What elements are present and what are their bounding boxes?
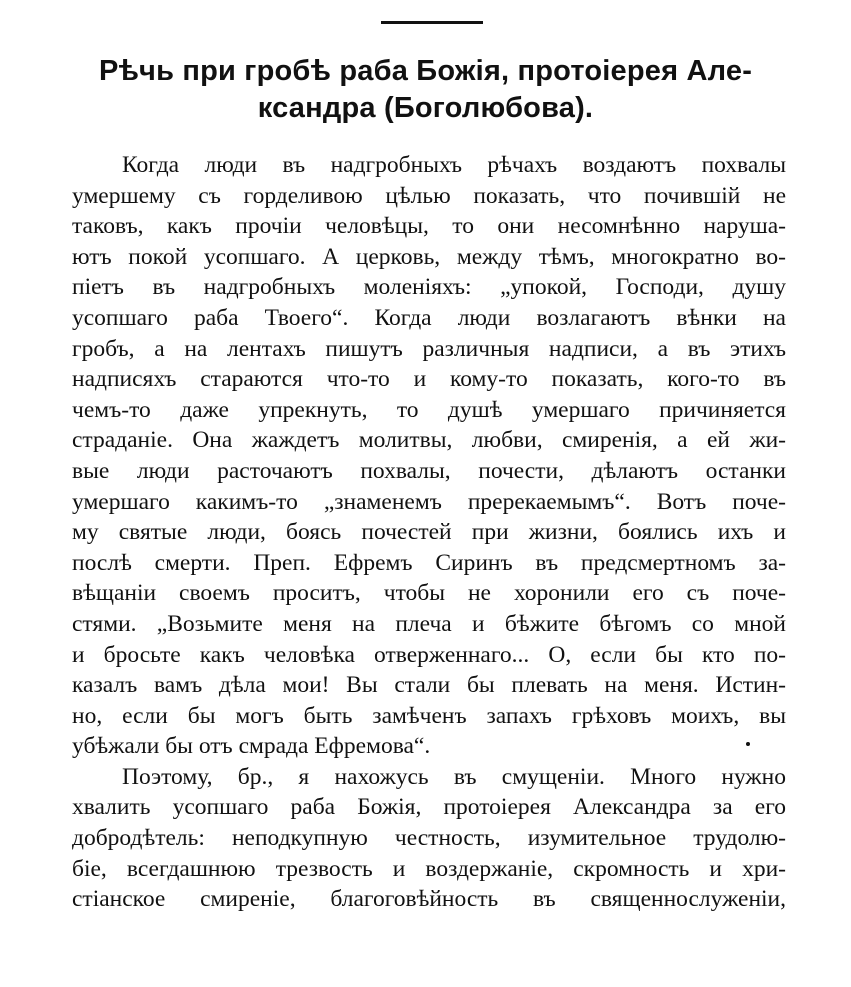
text-line: ютъ покой усопшаго. А церковь, между тѣмъ, многократно во- <box>72 243 786 270</box>
text-line: таковъ, какъ прочіи человѣцы, то они несомнѣнно наруша- <box>72 213 786 240</box>
speech-title-line-2: ксандра (Боголюбова). <box>257 92 594 124</box>
text-line: Когда люди въ надгробныхъ рѣчахъ воздаютъ похвалы <box>122 152 786 178</box>
text-line: умершаго какимъ-то „знаменемъ пререкаемымъ“. Вотъ поче- <box>72 488 786 515</box>
text-line: умершему съ горделивою цѣлью показать, что почившій не <box>72 182 786 209</box>
text-line: біе, всегдашнюю трезвость и воздержаніе, скромность и хри- <box>72 855 786 882</box>
text-line: убѣжали бы отъ смрада Ефремова“. <box>72 733 431 760</box>
text-line: надписяхъ стараются что-то и кому-то показать, кого-то въ <box>72 366 786 393</box>
text-line: Поэтому, бр., я нахожусь въ смущеніи. Много нужно <box>122 763 786 790</box>
text-line: вые люди расточаютъ похвалы, почести, дѣлаютъ останки <box>72 457 786 484</box>
text-line: хвалить усопшаго раба Божія, протоіерея Александра за его <box>72 794 786 821</box>
text-line: казалъ вамъ дѣла мои! Вы стали бы плевать на меня. Истин- <box>72 672 786 699</box>
print-speck <box>746 742 750 746</box>
text-line: добродѣтель: неподкупную честность, изумительное трудолю- <box>72 825 786 852</box>
text-line: и бросьте какъ человѣка отверженнаго... О, если бы кто по- <box>72 641 786 668</box>
text-line: стями. „Возьмите меня на плеча и бѣжите бѣгомъ со мной <box>72 610 786 637</box>
text-line: му святые люди, боясь почестей при жизни, боялись ихъ и <box>72 519 786 546</box>
speech-title-line-1: Рѣчь при гробѣ раба Божія, протоіерея Але- <box>98 55 753 87</box>
speech-body <box>72 150 786 915</box>
paragraph-1 <box>72 150 786 762</box>
text-line: послѣ смерти. Преп. Ефремъ Сиринъ въ предсмертномъ за- <box>72 549 786 576</box>
text-line: вѣщаніи своемъ проситъ, чтобы не хоронили его съ поче- <box>72 580 786 607</box>
text-line: усопшаго раба Твоего“. Когда люди возлагаютъ вѣнки на <box>72 304 786 331</box>
text-line: піетъ въ надгробныхъ моленіяхъ: „упокой, Господи, душу <box>72 274 786 301</box>
text-line: гробъ, а на лентахъ пишутъ различныя надписи, а въ этихъ <box>72 335 786 362</box>
header-rule <box>381 21 483 24</box>
text-line: страданіе. Она жаждетъ молитвы, любви, смиренія, а ей жи- <box>72 427 786 454</box>
text-line: но, если бы могъ быть замѣченъ запахъ грѣховъ моихъ, вы <box>72 702 786 729</box>
paragraph-2 <box>72 762 786 915</box>
text-line: стіанское смиреніе, благоговѣйность въ священнослуженіи, <box>72 886 786 913</box>
text-line: чемъ-то даже упрекнуть, то душѣ умершаго причиняется <box>72 396 786 423</box>
